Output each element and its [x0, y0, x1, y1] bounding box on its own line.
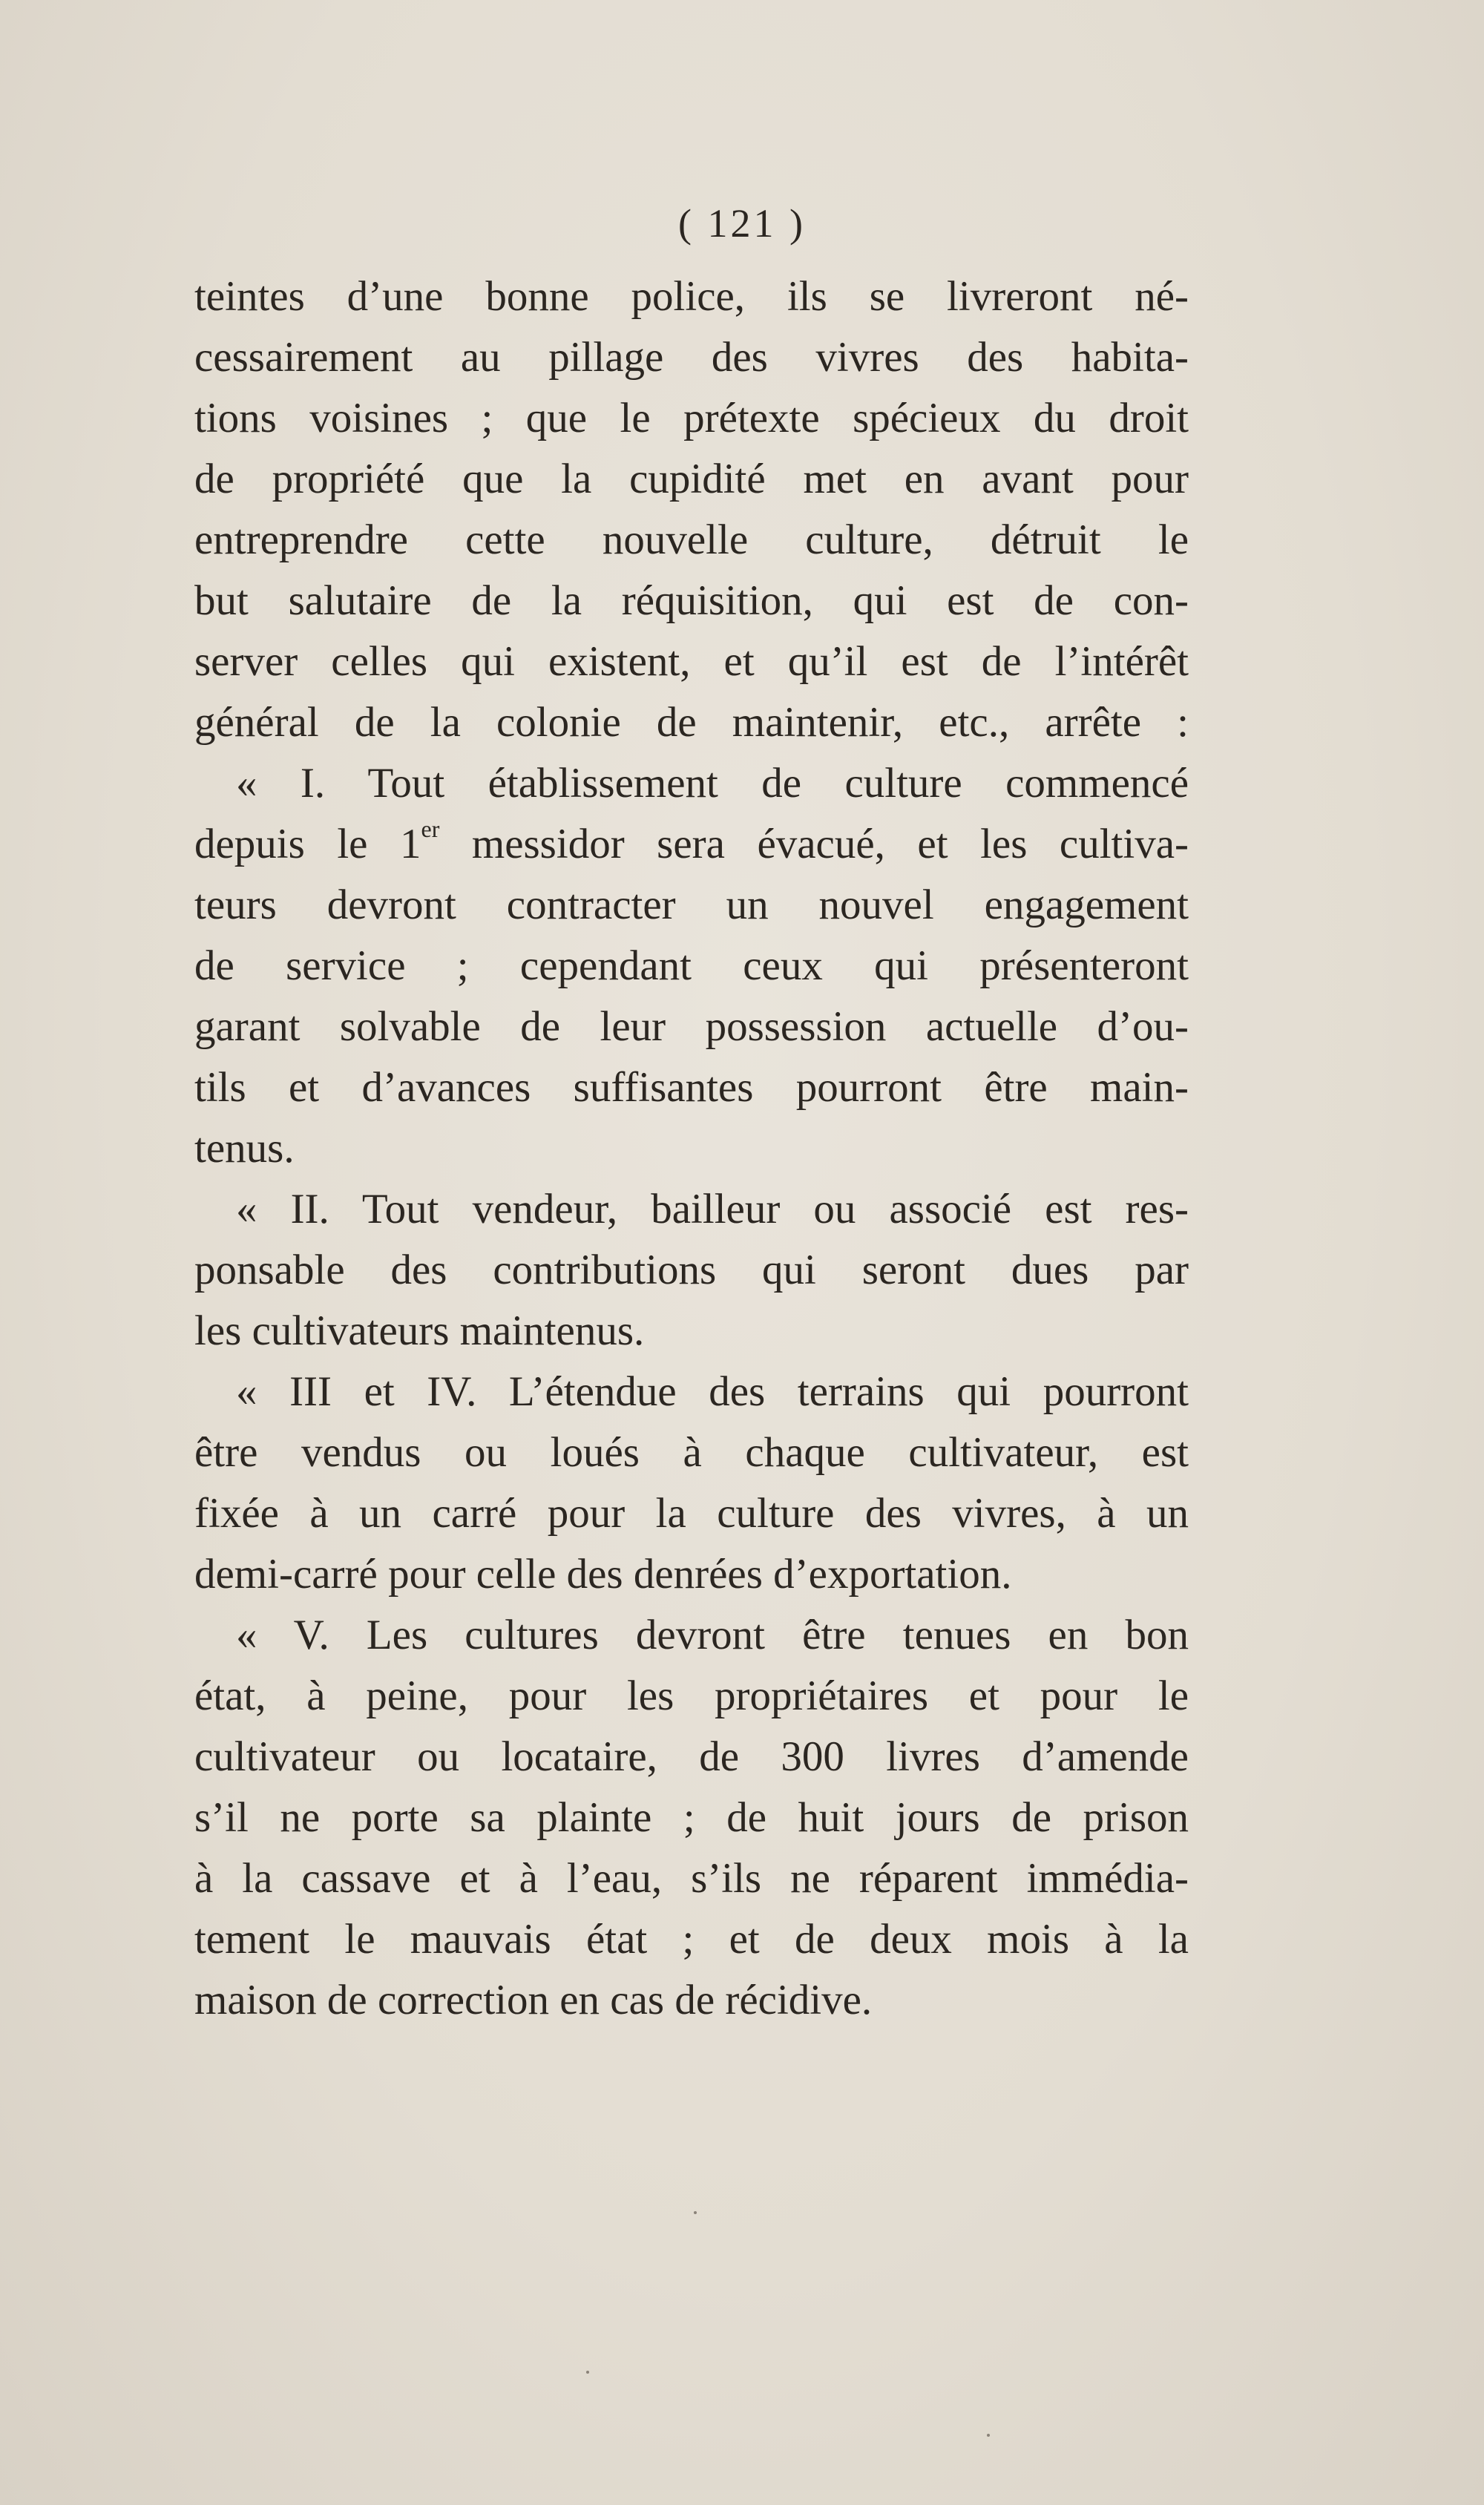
text-line: cultivateur ou locataire, de 300 livres d’amende — [194, 1733, 1189, 1780]
text-line: fixée à un carré pour la culture des vivres, à un — [194, 1490, 1189, 1537]
page-number: ( 121 ) — [678, 201, 806, 246]
text-line: demi-carré pour celle des denrées d’exportation. — [194, 1551, 1012, 1598]
text-line: tils et d’avances suffisantes pourront être main- — [194, 1064, 1189, 1111]
text-line: teintes d’une bonne police, ils se livreront né- — [194, 273, 1189, 320]
article-5-start: « V. Les cultures devront être tenues en bon — [236, 1612, 1189, 1658]
text-line: état, à peine, pour les propriétaires et pour le — [194, 1672, 1189, 1719]
text-line: s’il ne porte sa plainte ; de huit jours de prison — [194, 1794, 1189, 1841]
text-part: messidor sera évacué, et les cultiva- — [439, 821, 1189, 867]
text-line: tions voisines ; que le prétexte spécieux du droit — [194, 395, 1189, 441]
paper-speck — [586, 2371, 589, 2374]
text-line — [194, 814, 1189, 875]
text-line: tenus. — [194, 1125, 295, 1172]
article-3-4-start: « III et IV. L’étendue des terrains qui pourront — [236, 1368, 1189, 1415]
text-line: de propriété que la cupidité met en avant pour — [194, 456, 1189, 502]
text-line: les cultivateurs maintenus. — [194, 1307, 645, 1354]
text-line: server celles qui existent, et qu’il est de l’intérêt — [194, 638, 1189, 685]
text-line: général de la colonie de maintenir, etc., arrête : — [194, 699, 1189, 746]
text-line: teurs devront contracter un nouvel engagement — [194, 881, 1189, 928]
text-line: de service ; cependant ceux qui présenteront — [194, 942, 1189, 989]
text-line: but salutaire de la réquisition, qui est de con- — [194, 577, 1189, 624]
text-line: être vendus ou loués à chaque cultivateur, est — [194, 1429, 1189, 1476]
paper-speck — [694, 2211, 697, 2214]
article-1-start: « I. Tout établissement de culture commencé — [236, 760, 1189, 807]
text-line: ponsable des contributions qui seront dues par — [194, 1247, 1189, 1293]
paper-speck — [987, 2434, 990, 2437]
text-line: garant solvable de leur possession actuelle d’ou- — [194, 1003, 1189, 1050]
text-line: cessairement au pillage des vivres des habita- — [194, 334, 1189, 381]
text-line: maison de correction en cas de récidive. — [194, 1977, 873, 2023]
article-2-start: « II. Tout vendeur, bailleur ou associé est res- — [236, 1186, 1189, 1232]
text-line: entreprendre cette nouvelle culture, détruit le — [194, 516, 1189, 563]
superscript: er — [421, 815, 440, 842]
text-part: depuis le 1 — [194, 821, 421, 867]
text-line: à la cassave et à l’eau, s’ils ne réparent immédia- — [194, 1855, 1189, 1902]
text-line: tement le mauvais état ; et de deux mois à la — [194, 1916, 1189, 1963]
